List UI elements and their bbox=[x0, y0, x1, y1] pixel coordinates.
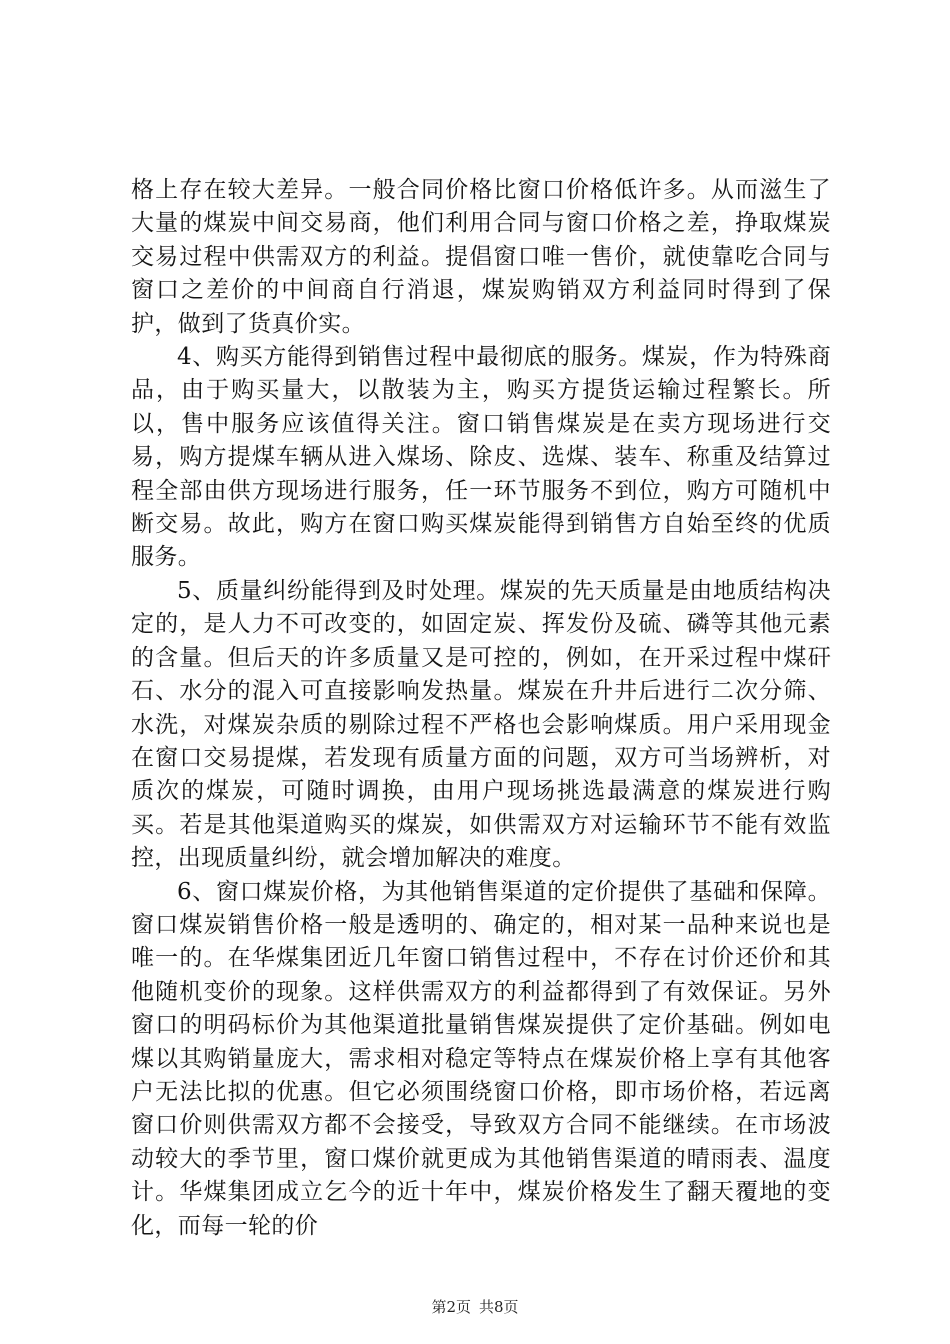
page-footer bbox=[0, 1296, 950, 1317]
paragraph-point-4: 4、购买方能得到销售过程中最彻底的服务。煤炭，作为特殊商品，由于购买量大，以散装为主，购买方提货运输过程繁长。所以，售中服务应该值得关注。窗口销售煤炭是在卖方现场进行交易，购方提煤车辆从进入煤场、除皮、选煤、装车、称重及结算过程全部由供方现场进行服务，任一环节服务不到位，购方可随机中断交易。故此，购方在窗口购买煤炭能得到销售方自始至终的优质服务。 bbox=[131, 344, 831, 571]
page-total: 共8页 bbox=[479, 1298, 519, 1316]
document-body bbox=[131, 174, 831, 1243]
page-number: 第2页 bbox=[431, 1298, 471, 1316]
paragraph-continuation: 格上存在较大差异。一般合同价格比窗口价格低许多。从而滋生了大量的煤炭中间交易商，他们利用合同与窗口价格之差，挣取煤炭交易过程中供需双方的利益。提倡窗口唯一售价，就使靠吃合同与窗口之差价的中间商自行消退，煤炭购销双方利益同时得到了保护，做到了货真价实。 bbox=[131, 177, 831, 337]
paragraph-point-5: 5、质量纠纷能得到及时处理。煤炭的先天质量是由地质结构决定的，是人力不可改变的，如固定炭、挥发份及硫、磷等其他元素的含量。但后天的许多质量又是可控的，例如，在开采过程中煤矸石、水分的混入可直接影响发热量。煤炭在升井后进行二次分筛、水洗，对煤炭杂质的剔除过程不严格也会影响煤质。用户采用现金在窗口交易提煤，若发现有质量方面的问题，双方可当场辨析，对质次的煤炭，可随时调换，由用户现场挑选最满意的煤炭进行购买。若是其他渠道购买的煤炭，如供需双方对运输环节不能有效监控，出现质量纠纷，就会增加解决的难度。 bbox=[131, 577, 831, 872]
paragraph-point-6: 6、窗口煤炭价格，为其他销售渠道的定价提供了基础和保障。窗口煤炭销售价格一般是透明的、确定的，相对某一品种来说也是唯一的。在华煤集团近几年窗口销售过程中，不存在讨价还价和其他随机变价的现象。这样供需双方的利益都得到了有效保证。另外窗口的明码标价为其他渠道批量销售煤炭提供了定价基础。例如电煤以其购销量庞大，需求相对稳定等特点在煤炭价格上享有其他客户无法比拟的优惠。但它必须围绕窗口价格，即市场价格，若远离窗口价则供需双方都不会接受，导致双方合同不能继续。在市场波动较大的季节里，窗口煤价就更成为其他销售渠道的晴雨表、温度计。华煤集团成立乞今的近十年中，煤炭价格发生了翻天覆地的变化，而每一轮的价 bbox=[131, 878, 831, 1239]
